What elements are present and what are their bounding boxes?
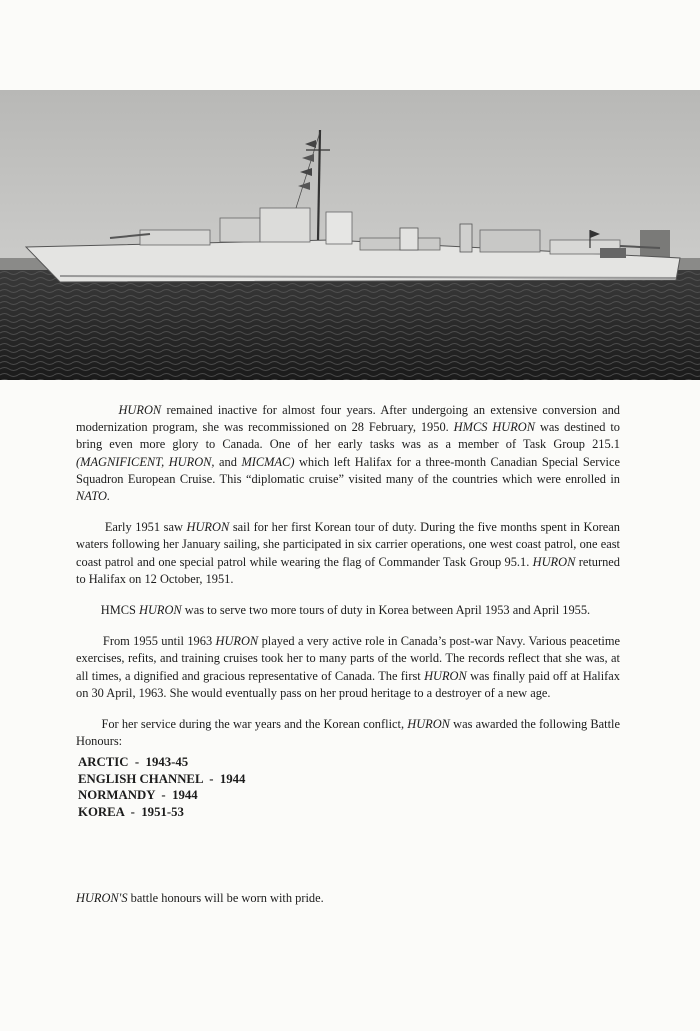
ship-names: (MAGNIFICENT, HURON, <box>76 454 215 469</box>
ship-name: HURON <box>118 403 162 417</box>
paragraph-text: For her service during the war years and the Korean conflict, <box>101 717 408 732</box>
paragraph-text: was awarded the following Battle Honours: <box>76 717 620 749</box>
ship-name: HURON <box>532 554 576 569</box>
paragraph-text: was to serve two more tours of duty in Korea between April 1953 and April 1955. <box>181 603 591 618</box>
honour-normandy: NORMANDY - 1944 <box>78 788 198 803</box>
article-body <box>76 402 620 820</box>
paragraph-1 <box>76 402 620 505</box>
paragraph-text: and <box>214 454 242 469</box>
ship-name: HURON'S <box>76 891 128 905</box>
ship-name: HURON <box>407 717 450 732</box>
ship-name: MICMAC) <box>241 454 295 469</box>
paragraph-text: played a very active role in Canada’s post-war Navy. Various peacetime exercises, refits, and training cruises took her to many parts of the world. The records reflect that she was, at all times, a dignified and gracious representative of Canada. The first <box>76 634 620 683</box>
paragraph-text: was destined to bring even more glory to Canada. One of her early tasks was as a member of Task Group 215.1 <box>76 420 620 452</box>
nato-term: NATO. <box>76 489 111 504</box>
ship-name: HURON <box>186 520 230 535</box>
paragraph-text: which left Halifax for a three-month Canadian Special Service Squadron European Cruise. This “diplomatic cruise” visited many of the countries which were enrolled in <box>76 454 620 486</box>
honour-english-channel: ENGLISH CHANNEL - 1944 <box>78 771 246 786</box>
battle-honours-list <box>78 754 620 820</box>
paragraph-5 <box>76 716 620 750</box>
paragraph-text: sail for her first Korean tour of duty. During the five months spent in Korean waters following her January sailing, she participated in six carrier operations, one west coast patrol, one east coast patrol and one special patrol while wearing the flag of Commander Task Group 95.1. <box>76 520 621 569</box>
honour-korea: KOREA - 1951-53 <box>78 804 184 819</box>
paragraph-text: HMCS <box>100 603 139 618</box>
ship-name: HURON <box>139 603 182 618</box>
paragraph-3 <box>76 602 620 619</box>
paragraph-text: Early 1951 saw <box>104 520 187 535</box>
closing-text: battle honours will be worn with pride. <box>127 891 324 905</box>
ship-photo <box>0 90 700 380</box>
paragraph-text: returned to Halifax on 12 October, 1951. <box>76 554 620 586</box>
closing-line <box>76 891 324 906</box>
paragraph-text: From 1955 until 1963 <box>102 634 216 649</box>
ship-name: HURON <box>424 668 467 683</box>
honour-arctic: ARCTIC - 1943-45 <box>78 755 189 770</box>
paragraph-text: was finally paid off at Halifax on 30 April, 1963. She would eventually pass on her proud heritage to a destroyer of a new age. <box>76 668 620 700</box>
paragraph-4 <box>76 633 620 702</box>
paragraph-text: remained inactive for almost four years. After undergoing an extensive conversion and modernization program, she was recommissioned on 28 February, 1950. <box>76 403 620 435</box>
paragraph-2 <box>76 519 620 588</box>
ship-name: HURON <box>215 634 259 649</box>
ship-name: HMCS HURON <box>453 420 536 435</box>
